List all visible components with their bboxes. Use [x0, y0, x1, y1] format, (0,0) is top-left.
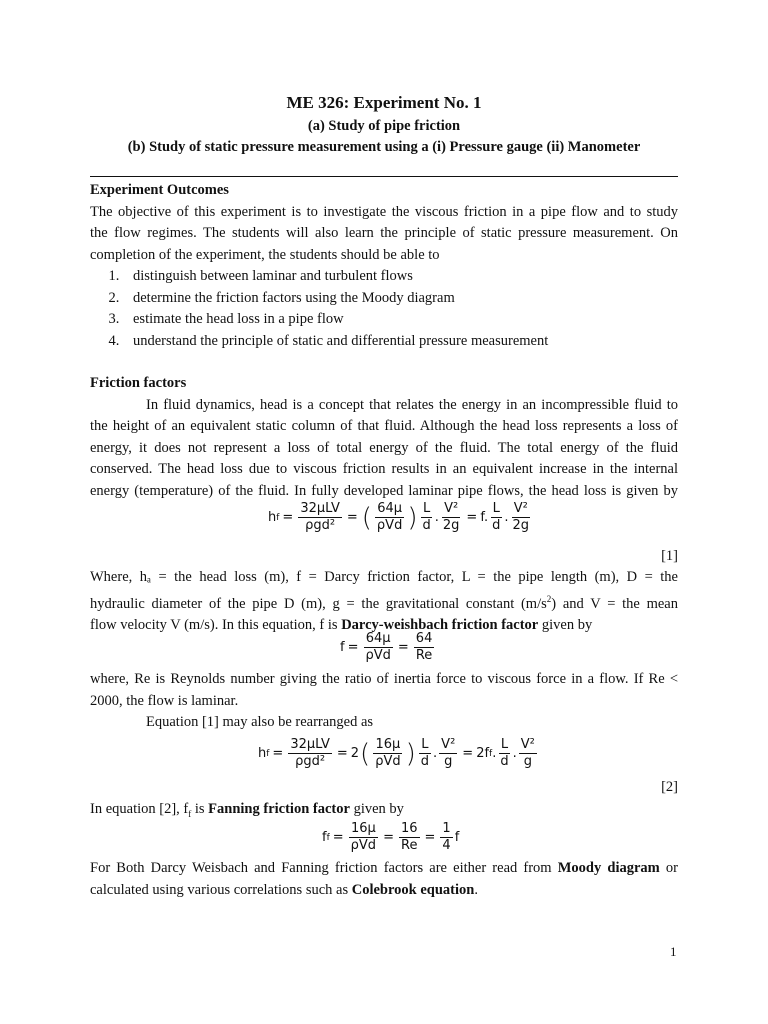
fanning-subscript: f: [188, 808, 192, 819]
eq-numerator: L: [421, 737, 429, 752]
eq-dot: .: [504, 510, 509, 525]
eq-denominator: ρVd: [375, 754, 401, 769]
outcomes-line-2: the flow regimes. The students will also learn the principle of static pressure measurement. On: [90, 225, 678, 241]
friction-line-2: the height of an equivalent static column of that fluid. Although the head loss represents a loss of: [90, 418, 678, 434]
where-line-3-text: flow velocity V (m/s). In this equation, f is: [90, 616, 342, 633]
friction-heading: Friction factors: [90, 375, 187, 391]
eq-fraction: [363, 631, 392, 664]
eq-paren: ): [405, 738, 416, 769]
friction-line-5: energy (temperature) of the fluid. In fully developed laminar pipe flows, the head loss is given by: [90, 482, 678, 499]
friction-line-3: energy, it does not represent a loss of total energy of the fluid. The total energy of the fluid: [90, 439, 678, 456]
page-number: 1: [670, 944, 677, 959]
final-paragraph: [90, 858, 678, 901]
eq-fraction: [419, 737, 431, 770]
eq-dot: .: [433, 746, 438, 761]
outcomes-list: [90, 266, 678, 352]
reynolds-paragraph: [90, 669, 678, 734]
outcomes-line-1: The objective of this experiment is to investigate the viscous friction in a pipe flow and to study: [90, 203, 678, 220]
eq-denominator: 4: [442, 838, 451, 853]
where-line-1: Where, hₐ = the head loss (m), f = Darcy friction factor, L = the pipe length (m), D = the: [90, 569, 678, 585]
eq-fraction: [399, 821, 420, 854]
eq-fraction: [511, 501, 532, 534]
eq-dot: .: [512, 746, 517, 761]
eq-paren: ): [407, 502, 418, 533]
eq-symbol: h: [268, 510, 277, 525]
eq-operator: =: [397, 640, 409, 655]
eq-denominator: ρVd: [350, 838, 377, 853]
where-line-2: [90, 589, 678, 615]
eq-operator: =: [336, 746, 348, 761]
outcomes-line-3: completion of the experiment, the students should be able to: [90, 246, 440, 263]
final-line-1-text: For Both Darcy Weisbach and Fanning friction factors are either read from: [90, 860, 558, 876]
eq-denominator: g: [523, 754, 532, 769]
final-line-2-tail: .: [474, 881, 478, 898]
equation-fanning: [322, 821, 459, 854]
eq-numerator: 16μ: [350, 821, 376, 836]
eq-numerator: 64μ: [377, 501, 403, 516]
eq-coefficient: 2: [350, 746, 360, 761]
fanning-text-start: In equation [2], f: [90, 801, 189, 817]
eq-numerator: 16: [400, 821, 418, 836]
eq-fraction: [298, 501, 342, 534]
eq-numerator: L: [500, 737, 509, 752]
eq-numerator: V²: [520, 737, 535, 752]
eq-operator: =: [424, 830, 436, 845]
eq-fraction: [441, 501, 462, 534]
list-item: 4. understand the principle of static and differential pressure measurement: [123, 331, 678, 353]
where-paragraph: [90, 567, 678, 636]
eq-operator: =: [272, 746, 284, 761]
where-line-3-tail: given by: [538, 616, 593, 633]
list-item: 1. distinguish between laminar and turbulent flows: [123, 266, 678, 288]
eq-fraction: [490, 501, 502, 534]
eq-fraction: [420, 501, 432, 534]
eq-denominator: Re: [415, 648, 433, 663]
header-divider: [90, 176, 678, 177]
eq-fraction: [414, 631, 435, 664]
equation-2-number: [2]: [661, 779, 678, 795]
where-line-2-tail: ) and V = the mean: [551, 595, 678, 612]
eq-operator: =: [332, 830, 344, 845]
page-title: ME 326: Experiment No. 1: [286, 93, 482, 112]
list-item: 3. estimate the head loss in a pipe flow: [123, 309, 678, 331]
eq-operator: =: [346, 510, 358, 525]
eq-subscript: f: [276, 512, 280, 523]
eq-fraction: [519, 737, 537, 770]
eq-numerator: L: [422, 501, 431, 516]
rearranged-line: Equation [1] may also be rearranged as: [146, 714, 374, 730]
equation-1-number: [1]: [661, 548, 678, 564]
eq-denominator: ρVd: [376, 518, 403, 533]
subtitle-a: (a) Study of pipe friction: [307, 118, 461, 134]
eq-denominator: g: [444, 754, 453, 769]
eq-numerator: 16μ: [375, 737, 401, 752]
eq-fraction: [288, 737, 332, 770]
fanning-text-mid: is: [191, 801, 209, 817]
re-line-2: 2000, the flow is laminar.: [90, 692, 239, 709]
fanning-term: Fanning friction factor: [208, 801, 350, 817]
eq-numerator: 32μLV: [300, 501, 340, 516]
final-line-2-text: calculated using various correlations such as: [90, 881, 352, 898]
eq-numerator: 64μ: [365, 631, 391, 646]
equation-1: [268, 501, 533, 534]
re-line-1: where, Re is Reynolds number giving the ratio of inertia force to viscous force in a flow. If Re <: [90, 671, 678, 687]
eq-denominator: 2g: [512, 518, 530, 533]
eq-operator: =: [383, 830, 394, 845]
eq-numerator: V²: [513, 501, 528, 516]
eq-denominator: d: [492, 518, 501, 533]
eq-denominator: ρVd: [365, 648, 391, 663]
eq-subscript: f: [489, 748, 493, 759]
moody-term: Moody diagram: [557, 860, 660, 876]
eq-numerator: 64: [415, 631, 433, 646]
eq-symbol: f.: [480, 510, 489, 525]
eq-subscript: f: [266, 748, 270, 759]
eq-numerator: V²: [444, 501, 459, 516]
eq-dot: .: [434, 510, 439, 525]
eq-symbol: h: [258, 746, 267, 761]
eq-symbol: 2f: [476, 746, 490, 761]
eq-fraction: [498, 737, 510, 770]
fanning-text-end: given by: [349, 801, 404, 817]
eq-operator: =: [282, 510, 294, 525]
eq-subscript: f: [326, 832, 330, 843]
final-line-2: [90, 880, 678, 902]
eq-dot: .: [492, 746, 497, 761]
eq-fraction: [375, 501, 404, 534]
equation-2: [258, 737, 539, 770]
friction-line-4: conserved. The head loss due to viscous friction results in an equivalent increase in the internal: [90, 461, 678, 477]
eq-symbol: f: [322, 830, 327, 845]
eq-numerator: 32μLV: [290, 737, 330, 752]
subtitle-b: (b) Study of static pressure measurement using a (i) Pressure gauge (ii) Manometer: [127, 139, 641, 155]
eq-operator: =: [462, 746, 474, 761]
eq-paren: (: [361, 502, 372, 533]
eq-fraction: [440, 821, 452, 854]
eq-numerator: 1: [442, 821, 451, 836]
darcy-term: Darcy-weishbach friction factor: [341, 616, 539, 633]
eq-denominator: ρgd²: [295, 754, 326, 769]
eq-denominator: 2g: [442, 518, 460, 533]
eq-denominator: Re: [401, 838, 418, 853]
outcomes-heading: Experiment Outcomes: [90, 182, 229, 198]
eq-numerator: L: [492, 501, 500, 516]
eq-fraction: [349, 821, 378, 854]
outcomes-section: [90, 180, 678, 352]
eq-denominator: ρgd²: [305, 518, 336, 533]
eq-denominator: d: [420, 754, 430, 769]
eq-operator: =: [466, 510, 478, 525]
equation-darcy-f: [340, 631, 436, 664]
eq-denominator: d: [422, 518, 431, 533]
eq-fraction: [439, 737, 457, 770]
list-item: 2. determine the friction factors using the Moody diagram: [123, 288, 678, 310]
eq-fraction: [373, 737, 402, 770]
colebrook-term: Colebrook equation: [351, 881, 475, 898]
eq-denominator: d: [500, 754, 509, 769]
friction-section: [90, 373, 678, 502]
eq-symbol: f: [454, 830, 460, 845]
eq-symbol: f: [340, 640, 345, 655]
friction-line-1: In fluid dynamics, head is a concept that relates the energy in an incompressible fluid to: [146, 396, 678, 413]
eq-operator: =: [347, 640, 359, 655]
eq-paren: (: [360, 738, 371, 769]
eq-numerator: V²: [441, 737, 456, 752]
superscript-2: 2: [546, 593, 552, 604]
final-line-1-tail: or: [659, 860, 678, 876]
final-line-1: [90, 858, 678, 880]
where-line-2-text: hydraulic diameter of the pipe D (m), g = the gravitational constant (m/s: [90, 595, 547, 612]
